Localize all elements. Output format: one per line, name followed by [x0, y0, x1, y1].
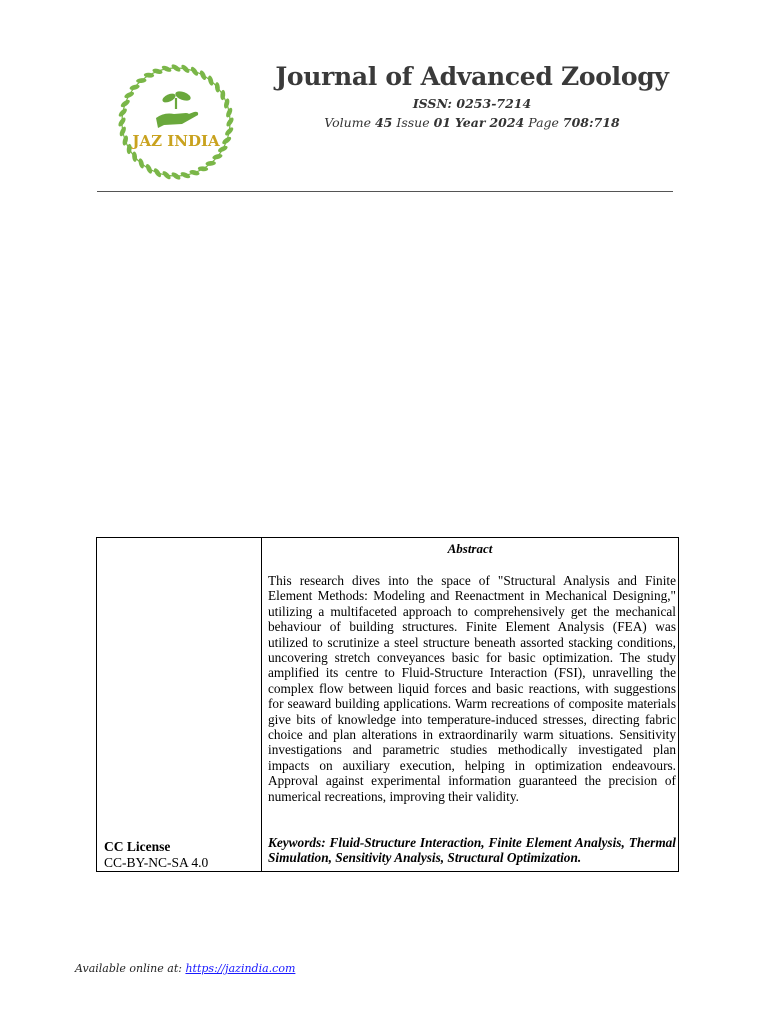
volume-line: [262, 115, 682, 130]
keywords: Keywords: Fluid-Structure Interaction, Finite Element Analysis, Thermal Simulation, Sensitivity Analysis, Structural Optimization.: [268, 835, 676, 866]
footer-label: Available online at:: [75, 962, 182, 975]
abstract-heading: Abstract: [447, 541, 493, 556]
year-value: 2024: [489, 115, 525, 130]
abstract-table: [96, 537, 679, 872]
footer: [75, 962, 295, 975]
year-label: Year: [454, 115, 486, 130]
issue-number: 01: [433, 115, 451, 130]
journal-title: Journal of Advanced Zoology: [275, 62, 669, 91]
page-range: 708:718: [562, 115, 620, 130]
license-value: CC-BY-NC-SA 4.0: [104, 855, 209, 870]
license-title: CC License: [104, 839, 171, 854]
website-link[interactable]: https://jazindia.com: [185, 962, 296, 975]
abstract-cell: [262, 538, 678, 871]
laurel-wreath-icon: [112, 62, 240, 182]
volume-label: Volume: [324, 115, 371, 130]
page-label: Page: [528, 115, 559, 130]
issn: ISSN: 0253-7214: [412, 96, 532, 111]
volume-number: 45: [374, 115, 393, 130]
header-divider: [97, 191, 673, 192]
license-cell: [97, 538, 262, 871]
logo-text: JAZ INDIA: [132, 132, 220, 150]
abstract-text: This research dives into the space of "Structural Analysis and Finite Element Methods: Modeling and Reenactment in Mechanical Designing," utilizing a multifaceted approach to comprehensively get the mechanical behaviour of building structures. Finite Element Analysis (FEA) was utilized to scrutinize a steel structure beneath assorted stacking conditions, uncovering stretch conveyances basic for basic optimization. The study amplified its centre to Fluid-Structure Interaction (FSI), unravelling the complex flow between liquid forces and basic reactions, with suggestions for seaward building applications. Warm recreations of composite materials give bits of knowledge into temperature-induced stresses, directing fabric choice and plan alterations in extraordinarily warm situations. Sensitivity investigations and parametric studies methodically investigated plan impacts on auxiliary execution, helping in optimization endeavours. Approval against experimental information guaranteed the precision of numerical recreations, improving their validity.: [268, 573, 676, 804]
issue-label: Issue: [396, 115, 430, 130]
plant-hand-icon: [156, 90, 198, 128]
journal-logo: [112, 62, 240, 182]
